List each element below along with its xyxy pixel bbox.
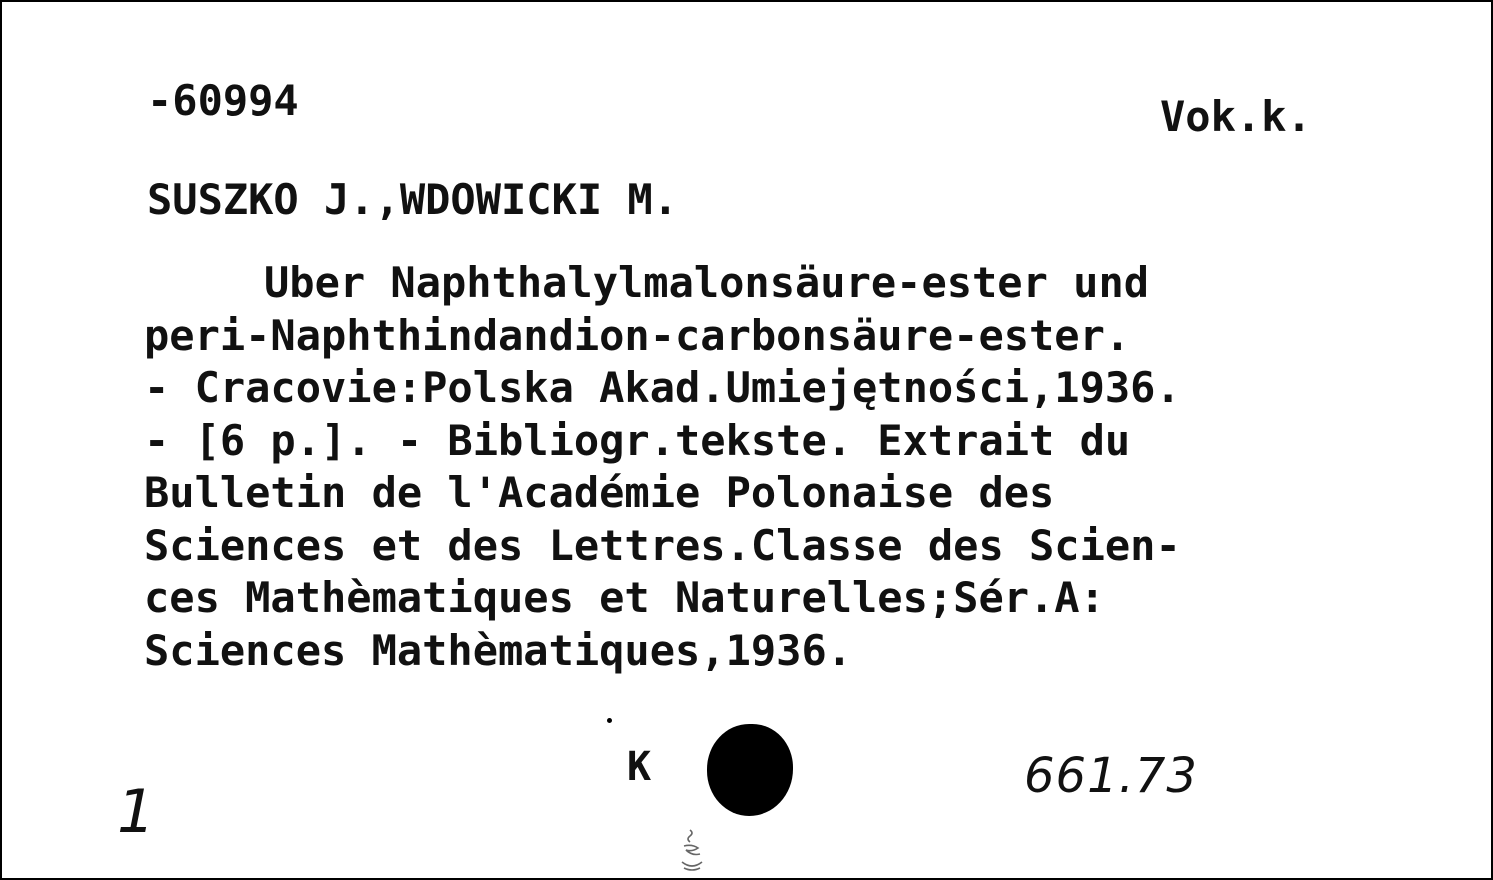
punch-hole	[707, 724, 793, 816]
location-code: Vok.k.	[1160, 92, 1312, 141]
description-line: ces Mathèmatiques et Naturelles;Sér.A:	[144, 573, 1105, 622]
mark-letter: K	[627, 744, 652, 790]
stamp-mark	[678, 828, 706, 874]
authors: SUSZKO J.,WDOWICKI M.	[147, 175, 679, 224]
description-line: Sciences et des Lettres.Classe des Scien-	[144, 520, 1181, 570]
handwritten-copy-number: 1	[117, 777, 156, 847]
description-line: - Cracovie:Polska Akad.Umiejętności,1936.	[144, 363, 1181, 412]
description-line: Sciences Mathèmatiques,1936.	[144, 625, 853, 675]
bibliographic-description	[144, 257, 1181, 677]
description-line: peri-Naphthindandion-carbonsäure-ester.	[144, 310, 1131, 360]
description-line: Bulletin de l'Académie Polonaise des	[144, 468, 1055, 517]
handwritten-number: 661.73	[1024, 748, 1198, 804]
ink-dot	[607, 718, 612, 723]
accession-number: -60994	[147, 76, 299, 125]
description-line: - [6 p.]. - Bibliogr.tekste. Extrait du	[144, 415, 1131, 465]
description-line: Uber Naphthalylmalonsäure-ester und	[264, 258, 1150, 307]
